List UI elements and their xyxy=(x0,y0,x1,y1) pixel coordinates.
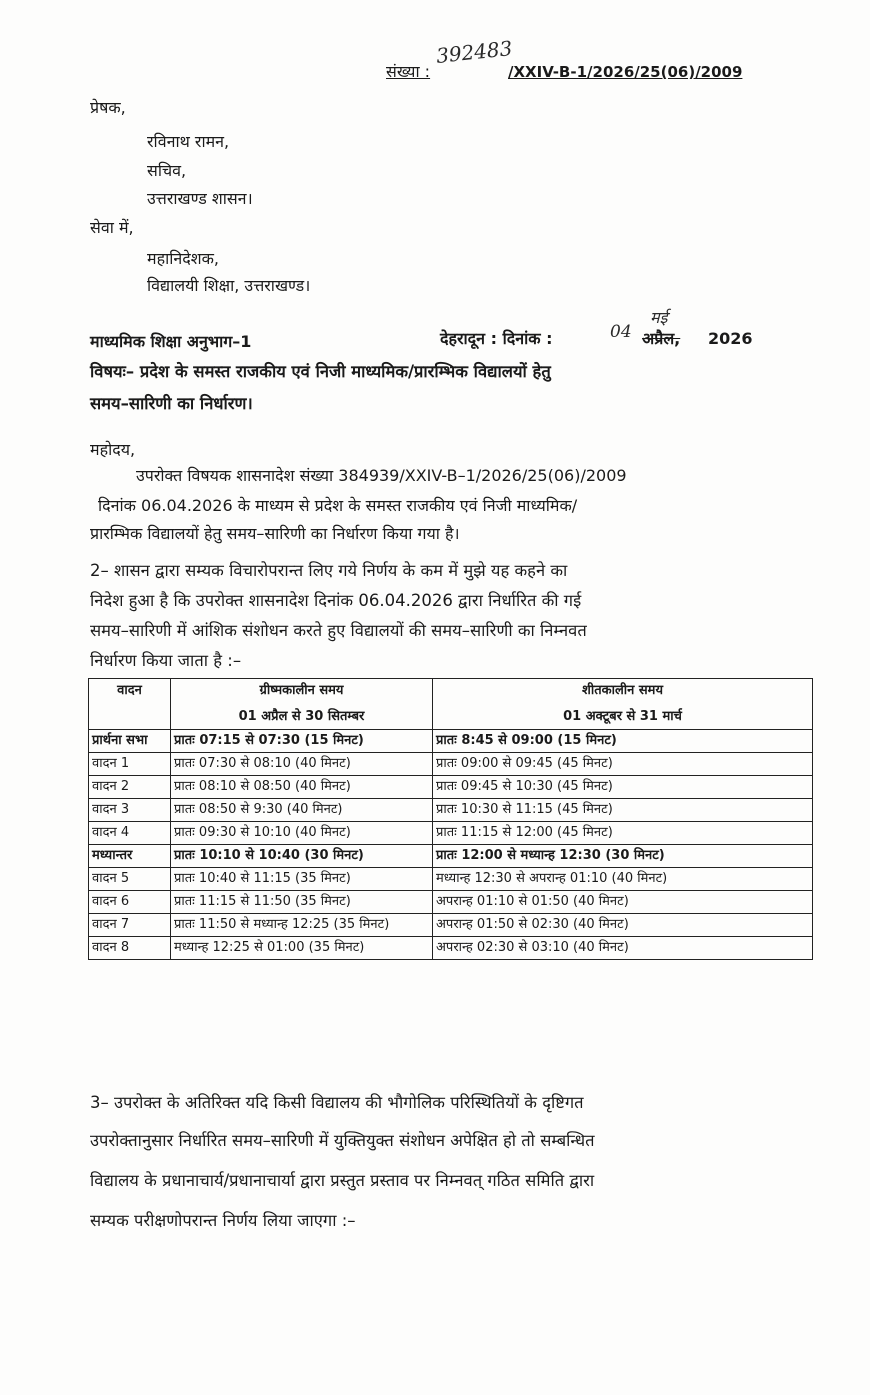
place-date-label: देहरादून : दिनांक : xyxy=(440,329,553,348)
sender-office: उत्तराखण्ड शासन। xyxy=(147,189,253,208)
para3-line-4: सम्यक परीक्षणोपरान्त निर्णय लिया जाएगा :– xyxy=(90,1211,356,1230)
para1-line-1: उपरोक्त विषयक शासनादेश संख्या 384939/XXIV-B–1/2026/25(06)/2009 xyxy=(136,466,627,485)
period-cell: वादन 2 xyxy=(89,776,171,799)
salutation: महोदय, xyxy=(90,440,136,459)
summer-cell: प्रातः 10:10 से 10:40 (30 मिनट) xyxy=(171,845,433,868)
table-row xyxy=(89,868,813,891)
para2-line-4: निर्धारण किया जाता है :– xyxy=(90,651,242,670)
recipient-label: सेवा में, xyxy=(90,218,134,237)
table-row xyxy=(89,753,813,776)
period-cell: वादन 6 xyxy=(89,891,171,914)
header-period: वादन xyxy=(89,679,171,730)
para2-line-1: 2– शासन द्वारा सम्यक विचारोपरान्त लिए गये निर्णय के कम में मुझे यह कहने का xyxy=(90,561,568,580)
timetable xyxy=(88,678,813,960)
department-section: माध्यमिक शिक्षा अनुभाग–1 xyxy=(90,332,252,351)
period-cell: मध्यान्तर xyxy=(89,845,171,868)
sender-label: प्रेषक, xyxy=(90,98,126,117)
handwritten-month: मई xyxy=(650,308,668,327)
winter-cell: मध्यान्ह 12:30 से अपरान्ह 01:10 (40 मिनट) xyxy=(433,868,813,891)
summer-cell: प्रातः 10:40 से 11:15 (35 मिनट) xyxy=(171,868,433,891)
subject-line-2: समय–सारिणी का निर्धारण। xyxy=(90,394,253,413)
header-summer-range: 01 अप्रैल से 30 सितम्बर xyxy=(238,709,365,724)
winter-cell: प्रातः 8:45 से 09:00 (15 मिनट) xyxy=(433,730,813,753)
period-cell: वादन 4 xyxy=(89,822,171,845)
winter-cell: अपरान्ह 01:50 से 02:30 (40 मिनट) xyxy=(433,914,813,937)
period-cell: वादन 1 xyxy=(89,753,171,776)
handwritten-number: 392483 xyxy=(434,36,514,68)
sankhya-label: संख्या : xyxy=(386,62,431,81)
header-winter-title: शीतकालीन समय xyxy=(582,683,663,698)
summer-cell: प्रातः 11:50 से मध्यान्ह 12:25 (35 मिनट) xyxy=(171,914,433,937)
winter-cell: अपरान्ह 01:10 से 01:50 (40 मिनट) xyxy=(433,891,813,914)
para1-line-3: प्रारम्भिक विद्यालयों हेतु समय–सारिणी का निर्धारण किया गया है। xyxy=(90,524,460,543)
summer-cell: प्रातः 11:15 से 11:50 (35 मिनट) xyxy=(171,891,433,914)
table-row xyxy=(89,730,813,753)
recipient-designation: महानिदेशक, xyxy=(147,249,219,268)
winter-cell: प्रातः 09:00 से 09:45 (45 मिनट) xyxy=(433,753,813,776)
summer-cell: प्रातः 08:50 से 9:30 (40 मिनट) xyxy=(171,799,433,822)
summer-cell: प्रातः 09:30 से 10:10 (40 मिनट) xyxy=(171,822,433,845)
header-summer-title: ग्रीष्मकालीन समय xyxy=(259,683,344,698)
table-header-row xyxy=(89,679,813,730)
para1-line-2: दिनांक 06.04.2026 के माध्यम से प्रदेश के समस्त राजकीय एवं निजी माध्यमिक/ xyxy=(98,496,578,515)
summer-cell: मध्यान्ह 12:25 से 01:00 (35 मिनट) xyxy=(171,937,433,960)
handwritten-day: 04 xyxy=(610,322,632,342)
table-row xyxy=(89,937,813,960)
summer-cell: प्रातः 08:10 से 08:50 (40 मिनट) xyxy=(171,776,433,799)
header-winter-range: 01 अक्टूबर से 31 मार्च xyxy=(563,709,682,724)
period-cell: वादन 8 xyxy=(89,937,171,960)
struck-month: अप्रैल, xyxy=(642,329,681,348)
period-cell: प्रार्थना सभा xyxy=(89,730,171,753)
summer-cell: प्रातः 07:15 से 07:30 (15 मिनट) xyxy=(171,730,433,753)
winter-cell: प्रातः 12:00 से मध्यान्ह 12:30 (30 मिनट) xyxy=(433,845,813,868)
winter-cell: प्रातः 11:15 से 12:00 (45 मिनट) xyxy=(433,822,813,845)
recipient-office: विद्यालयी शिक्षा, उत्तराखण्ड। xyxy=(147,276,311,295)
table-row xyxy=(89,891,813,914)
para3-line-3: विद्यालय के प्रधानाचार्य/प्रधानाचार्या द्वारा प्रस्तुत प्रस्ताव पर निम्नवत् गठित समिति द्वारा xyxy=(90,1171,595,1190)
winter-cell: प्रातः 09:45 से 10:30 (45 मिनट) xyxy=(433,776,813,799)
date-year: 2026 xyxy=(708,329,753,348)
subject-line-1: विषयः– प्रदेश के समस्त राजकीय एवं निजी माध्यमिक/प्रारम्भिक विद्यालयों हेतु xyxy=(90,362,551,381)
para3-line-1: 3– उपरोक्त के अतिरिक्त यदि किसी विद्यालय की भौगोलिक परिस्थितियों के दृष्टिगत xyxy=(90,1093,584,1112)
sender-name: रविनाथ रामन, xyxy=(147,132,230,151)
para2-line-2: निदेश हुआ है कि उपरोक्त शासनादेश दिनांक 06.04.2026 द्वारा निर्धारित की गई xyxy=(90,591,582,610)
period-cell: वादन 7 xyxy=(89,914,171,937)
period-cell: वादन 5 xyxy=(89,868,171,891)
table-row xyxy=(89,776,813,799)
table-row xyxy=(89,799,813,822)
table-row xyxy=(89,822,813,845)
summer-cell: प्रातः 07:30 से 08:10 (40 मिनट) xyxy=(171,753,433,776)
period-cell: वादन 3 xyxy=(89,799,171,822)
sender-designation: सचिव, xyxy=(147,161,187,180)
para3-line-2: उपरोक्तानुसार निर्धारित समय–सारिणी में युक्तियुक्त संशोधन अपेक्षित हो तो सम्बन्धित xyxy=(90,1131,595,1150)
table-row xyxy=(89,914,813,937)
table-row xyxy=(89,845,813,868)
winter-cell: प्रातः 10:30 से 11:15 (45 मिनट) xyxy=(433,799,813,822)
header-winter xyxy=(433,679,813,730)
winter-cell: अपरान्ह 02:30 से 03:10 (40 मिनट) xyxy=(433,937,813,960)
header-summer xyxy=(171,679,433,730)
para2-line-3: समय–सारिणी में आंशिक संशोधन करते हुए विद्यालयों की समय–सारिणी का निम्नवत xyxy=(90,621,587,640)
reference-number: /XXIV-B-1/2026/25(06)/2009 xyxy=(508,63,743,81)
